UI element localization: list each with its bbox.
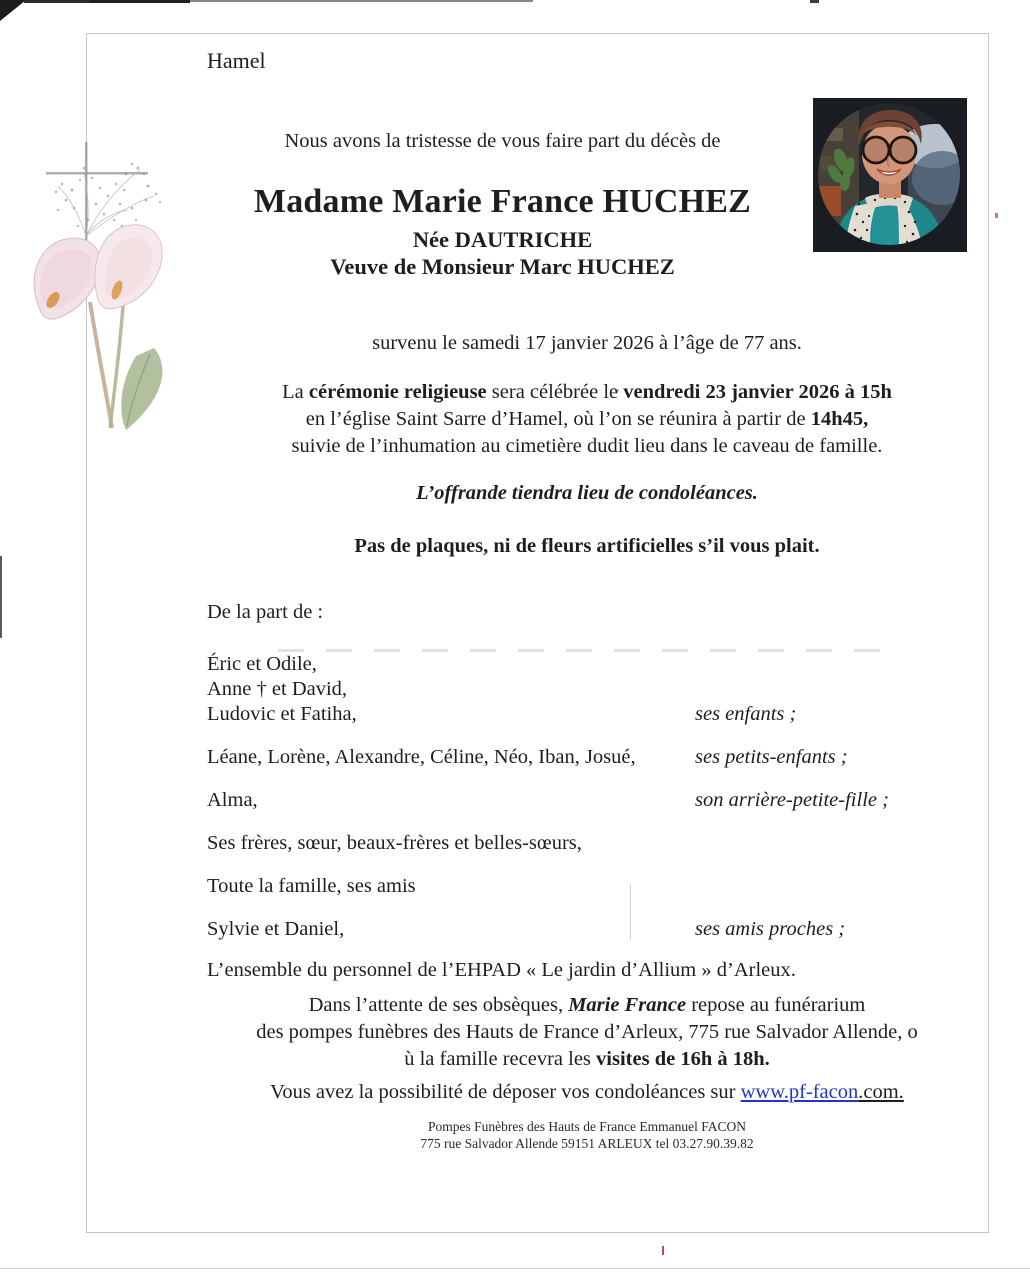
cross-flowers-illustration: [28, 140, 190, 432]
text-segment: en l’église Saint Sarre d’Hamel, où l’on se réunira à partir de: [305, 408, 811, 430]
relation-label: ses petits-enfants ;: [695, 746, 848, 768]
footer-line-1: Pompes Funèbres des Hauts de France Emmanuel FACON: [427, 1119, 747, 1134]
scan-bottom-line-artifact: [0, 1268, 1030, 1269]
family-members: Léane, Lorène, Alexandre, Céline, Néo, Iban, Josué,: [207, 746, 636, 768]
family-members: Anne † et David,: [207, 678, 348, 700]
text-segment: Marie France: [568, 994, 687, 1016]
town-name: Hamel: [207, 48, 266, 73]
text-segment: vendredi 23 janvier 2026 à 15h: [623, 381, 892, 403]
family-members: Toute la famille, ses amis: [207, 875, 416, 897]
from-label: De la part de :: [207, 601, 324, 623]
funerarium-line: [207, 1046, 967, 1073]
no-flowers-line: Pas de plaques, ni de fleurs artificielles s’il vous plait.: [354, 535, 820, 557]
family-members: Éric et Odile,: [207, 653, 317, 675]
scan-speck: [662, 1246, 664, 1255]
text-segment: sera célébrée le: [486, 381, 624, 403]
family-members: Sylvie et Daniel,: [207, 918, 345, 940]
family-row: [207, 652, 967, 677]
text-segment: Vous avez la possibilité de déposer vos condoléances sur: [270, 1081, 741, 1103]
text-segment: Dans l’attente de ses obsèques,: [308, 994, 569, 1016]
scan-speck: [995, 213, 998, 218]
scan-left-edge-artifact: [0, 556, 2, 638]
text-segment: cérémonie religieuse: [308, 381, 487, 403]
family-row: [207, 677, 967, 702]
intro-line: Nous avons la tristesse de vous faire part du décès de: [284, 130, 721, 152]
relation-label: ses enfants ;: [695, 703, 797, 725]
text-segment: 14h45,: [810, 408, 869, 430]
text-segment: suivie de l’inhumation au cimetière dudit lieu dans le caveau de famille.: [291, 435, 883, 457]
footer-line-2: 775 rue Salvador Allende 59151 ARLEUX tel 03.27.90.39.82: [420, 1136, 754, 1151]
relation-label: ses amis proches ;: [695, 918, 846, 940]
babys-breath-dots: [55, 163, 161, 227]
family-members: Alma,: [207, 789, 258, 811]
website-link[interactable]: www.pf-facon: [740, 1081, 859, 1103]
text-segment: des pompes funèbres des Hauts de France d’Arleux, 775 rue Salvador Allende, o: [256, 1021, 918, 1043]
death-date-line: survenu le samedi 17 janvier 2026 à l’âge de 77 ans.: [372, 332, 802, 354]
condolences-line: [207, 1080, 967, 1104]
ceremony-line: [207, 379, 967, 406]
maiden-name: Née DAUTRICHE: [412, 227, 593, 252]
family-row: [207, 702, 967, 727]
family-row: [207, 958, 967, 983]
scan-top-edge-artifact: [810, 0, 819, 3]
scan-top-edge-artifact: [24, 0, 90, 3]
funerarium-line: [207, 992, 967, 1019]
text-segment: La: [282, 381, 309, 403]
family-row: [207, 917, 967, 942]
text-segment: repose au funérarium: [686, 994, 866, 1016]
scan-top-edge-artifact: [90, 0, 190, 3]
family-row: [207, 745, 967, 770]
family-members: Ses frères, sœur, beaux-frères et belles-sœurs,: [207, 832, 582, 854]
relation-label: son arrière-petite-fille ;: [695, 789, 889, 811]
scan-top-edge-artifact: [190, 0, 533, 2]
scan-corner-artifact: [0, 0, 26, 21]
widow-line: Veuve de Monsieur Marc HUCHEZ: [330, 254, 675, 279]
text-segment: visites de 16h à 18h.: [596, 1048, 770, 1070]
family-row: [207, 874, 967, 899]
funerarium-line: [207, 1019, 967, 1046]
ceremony-line: [207, 433, 967, 460]
family-members: Ludovic et Fatiha,: [207, 703, 357, 725]
offering-line: L’offrande tiendra lieu de condoléances.: [416, 482, 758, 504]
family-members: L’ensemble du personnel de l’EHPAD « Le jardin d’Allium » d’Arleux.: [207, 959, 796, 981]
family-row: [207, 788, 967, 813]
text-segment: ù la famille recevra les: [404, 1048, 597, 1070]
ceremony-line: [207, 406, 967, 433]
website-link-suffix[interactable]: .com.: [858, 1081, 904, 1103]
family-row: [207, 831, 967, 856]
deceased-name: Madame Marie France HUCHEZ: [253, 183, 752, 220]
portrait-photo: [813, 98, 967, 252]
